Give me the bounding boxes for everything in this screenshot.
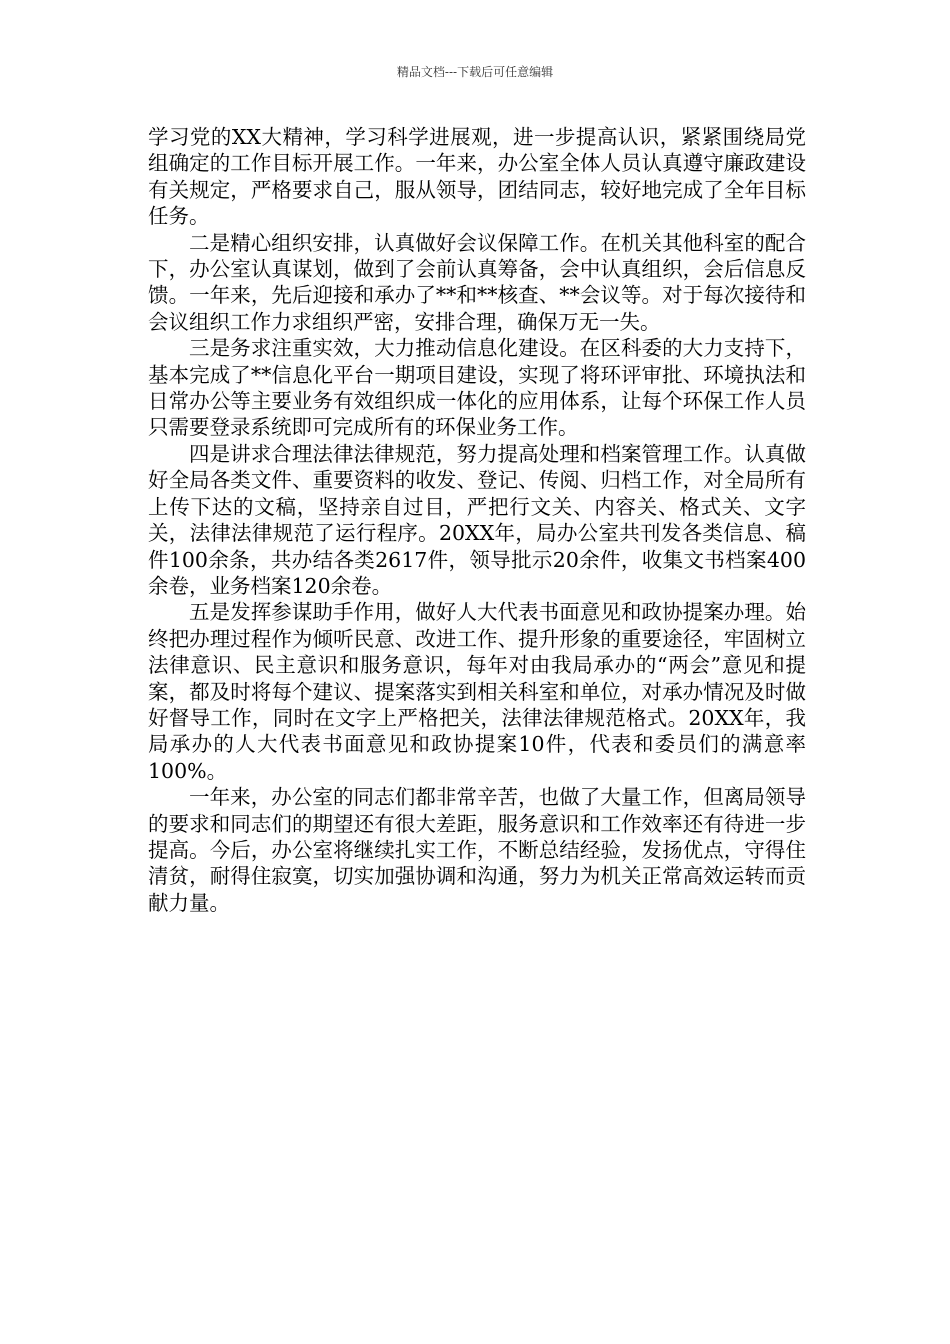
- paragraph-document-management: 四是讲求合理法律法律规范，努力提高处理和档案管理工作。认真做好全局各类文件、重要资料的收发、登记、传阅、归档工作，对全局所有上传下达的文稿，坚持亲自过目，严把行文关、内容关、格式关、文字关，法律法律规范了运行程序。20XX年，局办公室共刊发各类信息、稿件100余条，共办结各类2617件，领导批示20余件，收集文书档案400余卷，业务档案120余卷。: [148, 441, 806, 598]
- paragraph-informatization: 三是务求注重实效，大力推动信息化建设。在区科委的大力支持下，基本完成了**信息化平台一期项目建设，实现了将环评审批、环境执法和日常办公等主要业务有效组织成一体化的应用体系，让每个环保工作人员只需要登录系统即可完成所有的环保业务工作。: [148, 336, 806, 440]
- paragraph-conclusion: 一年来，办公室的同志们都非常辛苦，也做了大量工作，但离局领导的要求和同志们的期望还有很大差距，服务意识和工作效率还有待进一步提高。今后，办公室将继续扎实工作，不断总结经验，发扬优点，守得住清贫，耐得住寂寞，切实加强协调和沟通，努力为机关正常高效运转而贡献力量。: [148, 785, 806, 915]
- paragraph-proposals: 五是发挥参谋助手作用，做好人大代表书面意见和政协提案办理。始终把办理过程作为倾听民意、改进工作、提升形象的重要途径，牢固树立法律意识、民主意识和服务意识，每年对由我局承办的“两会”意见和提案，都及时将每个建议、提案落实到相关科室和单位，对承办情况及时做好督导工作，同时在文字上严格把关，法律法律规范格式。20XX年，我局承办的人大代表书面意见和政协提案10件，代表和委员们的满意率100%。: [148, 600, 806, 783]
- page-header: 精品文档---下载后可任意编辑: [396, 65, 554, 79]
- paragraph-continuation: 学习党的XX大精神，学习科学进展观，进一步提高认识，紧紧围绕局党组确定的工作目标开展工作。一年来，办公室全体人员认真遵守廉政建设有关规定，严格要求自己，服从领导，团结同志，较好地完成了全年目标任务。: [148, 125, 806, 229]
- document-body: [148, 124, 806, 916]
- paragraph-meeting-support: 二是精心组织安排，认真做好会议保障工作。在机关其他科室的配合下，办公室认真谋划，做到了会前认真筹备，会中认真组织，会后信息反馈。一年来，先后迎接和承办了**和**核查、**会议等。对于每次接待和会议组织工作力求组织严密，安排合理，确保万无一失。: [148, 230, 806, 334]
